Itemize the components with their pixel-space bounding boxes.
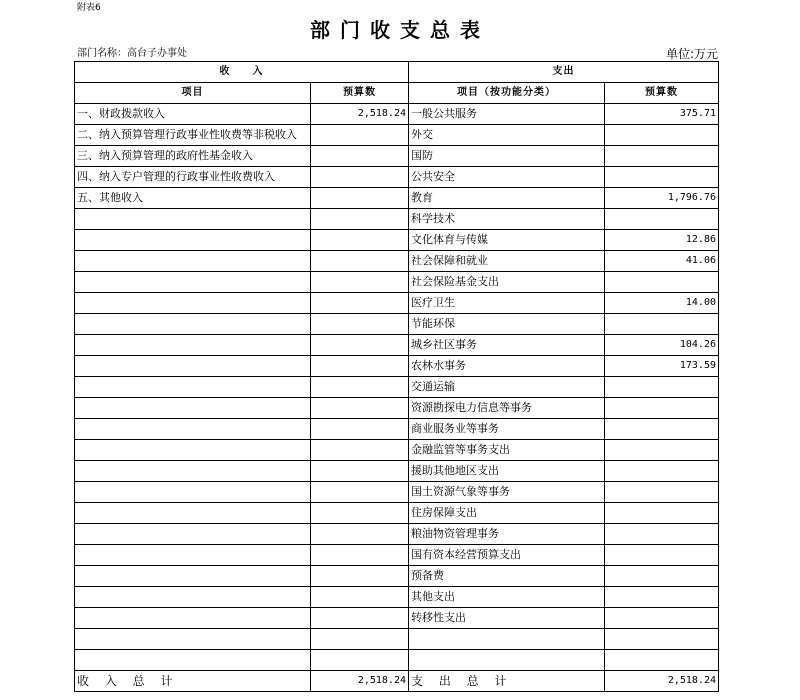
budget-table [74, 61, 719, 692]
expense-item-cell: 预备费 [409, 566, 605, 587]
income-item-cell [75, 503, 311, 524]
expense-value-cell [605, 629, 719, 650]
expense-item-cell: 其他支出 [409, 587, 605, 608]
table-row [75, 230, 719, 251]
expense-value-cell: 12.86 [605, 230, 719, 251]
table-row [75, 314, 719, 335]
income-value-cell [311, 335, 409, 356]
income-value-cell [311, 587, 409, 608]
expense-item-cell: 公共安全 [409, 167, 605, 188]
expense-item-cell: 金融监管等事务支出 [409, 440, 605, 461]
table-row [75, 335, 719, 356]
income-item-cell [75, 272, 311, 293]
income-budget-header: 预算数 [311, 83, 409, 104]
expense-budget-header: 预算数 [605, 83, 719, 104]
expense-item-cell: 国土资源气象等事务 [409, 482, 605, 503]
expense-value-cell [605, 272, 719, 293]
expense-value-cell [605, 545, 719, 566]
expense-value-cell [605, 482, 719, 503]
income-total-value: 2,518.24 [311, 671, 409, 692]
income-value-cell [311, 188, 409, 209]
table-row [75, 209, 719, 230]
income-item-cell [75, 608, 311, 629]
income-value-cell: 2,518.24 [311, 104, 409, 125]
expense-item-cell: 节能环保 [409, 314, 605, 335]
income-item-cell [75, 398, 311, 419]
expense-value-cell: 173.59 [605, 356, 719, 377]
table-row [75, 125, 719, 146]
table-row [75, 566, 719, 587]
income-value-cell [311, 503, 409, 524]
table-row [75, 503, 719, 524]
income-value-cell [311, 650, 409, 671]
income-value-cell [311, 125, 409, 146]
income-value-cell [311, 608, 409, 629]
expense-value-cell [605, 314, 719, 335]
table-row [75, 545, 719, 566]
expense-total-value: 2,518.24 [605, 671, 719, 692]
table-row [75, 650, 719, 671]
expense-item-cell: 社会保障和就业 [409, 251, 605, 272]
table-row [75, 461, 719, 482]
expense-value-cell [605, 587, 719, 608]
expense-value-cell [605, 167, 719, 188]
income-item-cell [75, 419, 311, 440]
expense-group-header: 支出 [409, 62, 719, 83]
expense-item-cell [409, 650, 605, 671]
table-row [75, 188, 719, 209]
income-value-cell [311, 419, 409, 440]
totals-row [75, 671, 719, 692]
expense-value-cell: 14.00 [605, 293, 719, 314]
income-value-cell [311, 146, 409, 167]
income-item-cell [75, 650, 311, 671]
income-total-label: 收 入 总 计 [75, 671, 311, 692]
table-row [75, 272, 719, 293]
income-value-cell [311, 167, 409, 188]
income-value-cell [311, 272, 409, 293]
expense-item-cell: 科学技术 [409, 209, 605, 230]
table-row [75, 608, 719, 629]
income-value-cell [311, 440, 409, 461]
income-value-cell [311, 629, 409, 650]
expense-item-cell: 国防 [409, 146, 605, 167]
income-item-cell: 五、其他收入 [75, 188, 311, 209]
income-item-cell: 三、纳入预算管理的政府性基金收入 [75, 146, 311, 167]
income-value-cell [311, 461, 409, 482]
expense-item-cell: 国有资本经营预算支出 [409, 545, 605, 566]
expense-item-header: 项目（按功能分类） [409, 83, 605, 104]
expense-value-cell: 104.26 [605, 335, 719, 356]
expense-total-label: 支 出 总 计 [409, 671, 605, 692]
expense-item-cell: 资源勘探电力信息等事务 [409, 398, 605, 419]
expense-item-cell: 文化体育与传媒 [409, 230, 605, 251]
table-row [75, 377, 719, 398]
income-item-cell: 四、纳入专户管理的行政事业性收费收入 [75, 167, 311, 188]
income-item-cell [75, 524, 311, 545]
income-value-cell [311, 545, 409, 566]
income-item-cell [75, 587, 311, 608]
income-value-cell [311, 398, 409, 419]
unit-label: 单位:万元 [665, 47, 718, 61]
income-item-cell [75, 356, 311, 377]
income-item-cell [75, 566, 311, 587]
income-item-cell [75, 251, 311, 272]
income-value-cell [311, 482, 409, 503]
expense-value-cell [605, 209, 719, 230]
table-row [75, 524, 719, 545]
expense-item-cell: 社会保险基金支出 [409, 272, 605, 293]
income-item-cell [75, 293, 311, 314]
expense-item-cell: 住房保障支出 [409, 503, 605, 524]
income-value-cell [311, 566, 409, 587]
expense-item-cell [409, 629, 605, 650]
income-item-cell [75, 314, 311, 335]
expense-item-cell: 教育 [409, 188, 605, 209]
income-item-cell [75, 335, 311, 356]
income-item-header: 项目 [75, 83, 311, 104]
expense-item-cell: 交通运输 [409, 377, 605, 398]
expense-value-cell: 1,796.76 [605, 188, 719, 209]
income-value-cell [311, 230, 409, 251]
income-value-cell [311, 356, 409, 377]
table-row [75, 587, 719, 608]
income-item-cell [75, 209, 311, 230]
table-row [75, 104, 719, 125]
expense-value-cell [605, 440, 719, 461]
department-name: 部门名称：高台子办事处 [77, 48, 187, 59]
attachment-label: 附表6 [77, 3, 101, 13]
expense-value-cell: 375.71 [605, 104, 719, 125]
table-row [75, 167, 719, 188]
income-item-cell [75, 230, 311, 251]
income-group-header: 收 入 [75, 62, 409, 83]
expense-item-cell: 外交 [409, 125, 605, 146]
income-item-cell [75, 629, 311, 650]
expense-item-cell: 一般公共服务 [409, 104, 605, 125]
income-value-cell [311, 251, 409, 272]
table-row [75, 482, 719, 503]
income-item-cell: 二、纳入预算管理行政事业性收费等非税收入 [75, 125, 311, 146]
expense-value-cell [605, 419, 719, 440]
expense-value-cell [605, 125, 719, 146]
expense-value-cell [605, 398, 719, 419]
expense-value-cell: 41.06 [605, 251, 719, 272]
income-value-cell [311, 293, 409, 314]
table-row [75, 146, 719, 167]
expense-value-cell [605, 503, 719, 524]
income-item-cell [75, 461, 311, 482]
expense-item-cell: 医疗卫生 [409, 293, 605, 314]
income-item-cell [75, 482, 311, 503]
expense-value-cell [605, 650, 719, 671]
income-value-cell [311, 209, 409, 230]
page-title: 部门收支总表 [310, 18, 490, 42]
expense-item-cell: 农林水事务 [409, 356, 605, 377]
table-row [75, 398, 719, 419]
income-item-cell: 一、财政拨款收入 [75, 104, 311, 125]
expense-value-cell [605, 461, 719, 482]
table-row [75, 629, 719, 650]
income-item-cell [75, 545, 311, 566]
expense-item-cell: 商业服务业等事务 [409, 419, 605, 440]
table-row [75, 440, 719, 461]
table-row [75, 251, 719, 272]
table-row [75, 419, 719, 440]
expense-item-cell: 城乡社区事务 [409, 335, 605, 356]
expense-value-cell [605, 146, 719, 167]
expense-item-cell: 转移性支出 [409, 608, 605, 629]
table-row [75, 356, 719, 377]
expense-value-cell [605, 566, 719, 587]
expense-value-cell [605, 377, 719, 398]
expense-item-cell: 粮油物资管理事务 [409, 524, 605, 545]
expense-value-cell [605, 608, 719, 629]
table-row [75, 293, 719, 314]
income-item-cell [75, 377, 311, 398]
column-header-row [75, 83, 719, 104]
income-value-cell [311, 314, 409, 335]
income-value-cell [311, 377, 409, 398]
group-header-row [75, 62, 719, 83]
income-item-cell [75, 440, 311, 461]
expense-item-cell: 援助其他地区支出 [409, 461, 605, 482]
expense-value-cell [605, 524, 719, 545]
income-value-cell [311, 524, 409, 545]
